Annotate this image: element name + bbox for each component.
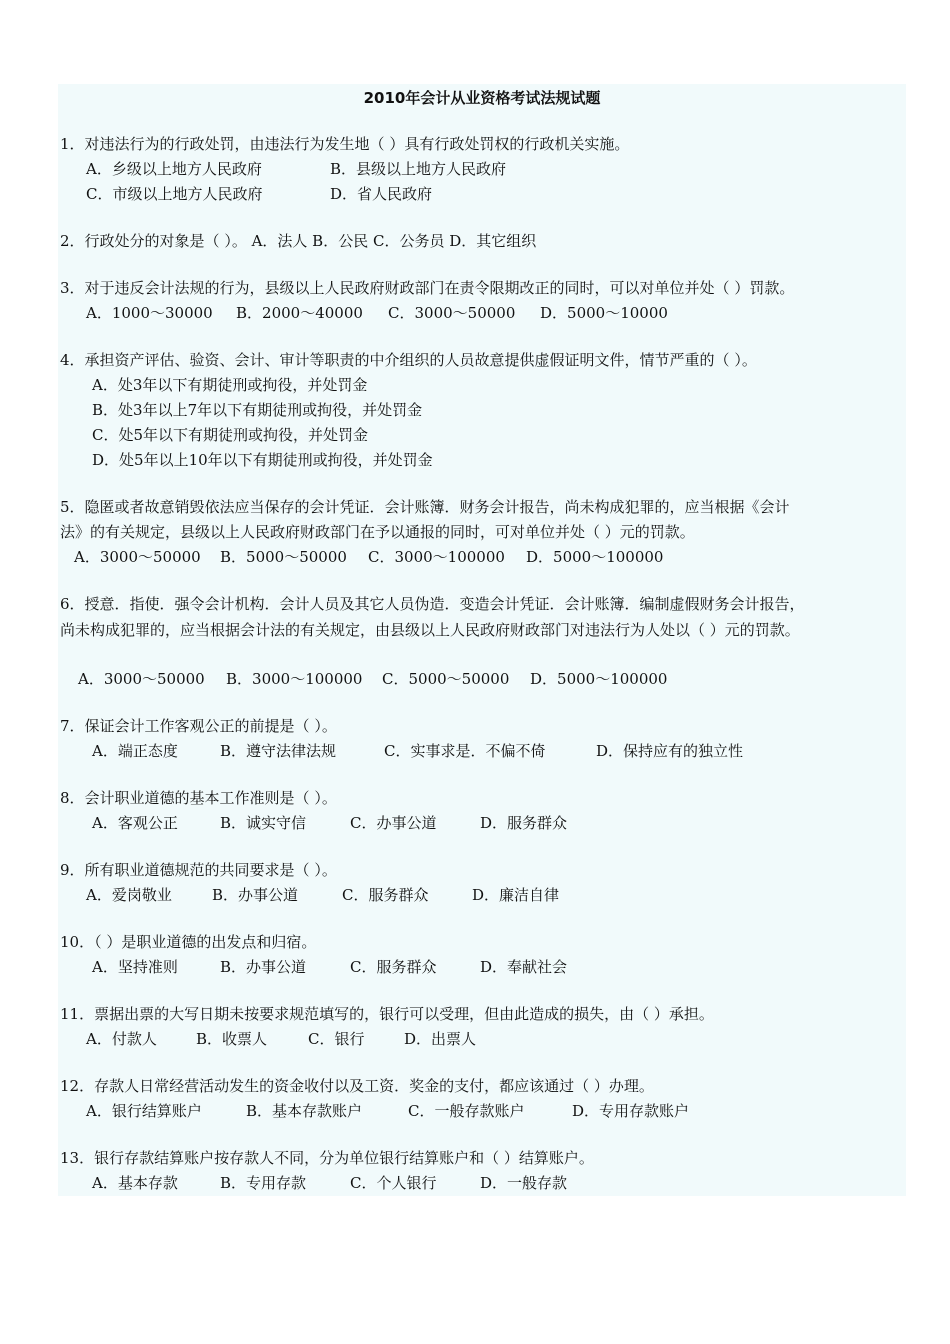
question-12-option-c: C．一般存款账户	[408, 1102, 525, 1120]
question-12-option-b: B．基本存款账户	[246, 1102, 363, 1120]
question-3-text: 3．对于违反会计法规的行为，县级以上人民政府财政部门在责令限期改正的同时，可以对单位并处（ ）罚款。	[60, 279, 795, 297]
question-11-option-d: D．出票人	[404, 1030, 477, 1048]
question-9-option-d: D．廉洁自律	[472, 886, 560, 904]
question-5-option-a: A．3000～50000	[74, 548, 201, 566]
question-9-text: 9．所有职业道德规范的共同要求是（ ）。	[60, 861, 337, 879]
question-8-option-c: C．办事公道	[350, 814, 437, 832]
question-11-text: 11．票据出票的大写日期未按要求规范填写的，银行可以受理，但由此造成的损失，由（ ）承担。	[60, 1005, 714, 1023]
question-10-option-d: D．奉献社会	[480, 958, 568, 976]
question-4-option-c: C．处5年以下有期徒刑或拘役，并处罚金	[92, 426, 369, 444]
question-5-text-line-2: 法》的有关规定，县级以上人民政府财政部门在予以通报的同时，可对单位并处（ ）元的罚款。	[60, 523, 695, 541]
question-1-text: 1．对违法行为的行政处罚，由违法行为发生地（ ）具有行政处罚权的行政机关实施。	[60, 135, 630, 153]
question-8-option-d: D．服务群众	[480, 814, 568, 832]
question-6-text-line-2: 尚未构成犯罪的，应当根据会计法的有关规定，由县级以上人民政府财政部门对违法行为人处以（ ）元的罚款。	[60, 621, 800, 639]
question-1-option-b: B．县级以上地方人民政府	[330, 160, 507, 178]
question-7-text: 7．保证会计工作客观公正的前提是（ ）。	[60, 717, 337, 735]
question-11-option-c: C．银行	[308, 1030, 365, 1048]
question-7-option-a: A．端正态度	[92, 742, 178, 760]
question-3-option-a: A．1000～30000	[86, 304, 213, 322]
question-11-option-b: B．收票人	[196, 1030, 268, 1048]
question-4-option-a: A．处3年以下有期徒刑或拘役，并处罚金	[92, 376, 368, 394]
question-6-option-d: D．5000～100000	[530, 670, 668, 688]
question-8-option-b: B．诚实守信	[220, 814, 307, 832]
question-9-option-a: A．爱岗敬业	[86, 886, 172, 904]
question-13-option-c: C．个人银行	[350, 1174, 437, 1192]
question-5-option-d: D．5000～100000	[526, 548, 664, 566]
question-12-text: 12．存款人日常经营活动发生的资金收付以及工资．奖金的支付，都应该通过（ ）办理。	[60, 1077, 654, 1095]
question-13-option-b: B．专用存款	[220, 1174, 307, 1192]
question-7-option-b: B．遵守法律法规	[220, 742, 337, 760]
question-4-option-d: D．处5年以上10年以下有期徒刑或拘役，并处罚金	[92, 451, 433, 469]
question-10-option-b: B．办事公道	[220, 958, 307, 976]
page-title: 2010年会计从业资格考试法规试题	[363, 89, 601, 107]
question-5-option-b: B．5000～50000	[220, 548, 347, 566]
question-6-option-a: A．3000～50000	[78, 670, 205, 688]
question-4-text: 4．承担资产评估、验资、会计、审计等职责的中介组织的人员故意提供虚假证明文件，情节严重的（ ）。	[60, 351, 757, 369]
question-10-option-c: C．服务群众	[350, 958, 437, 976]
question-5-text-line-1: 5．隐匿或者故意销毁依法应当保存的会计凭证．会计账簿．财务会计报告，尚未构成犯罪的，应当根据《会计	[60, 498, 790, 516]
question-7-option-d: D．保持应有的独立性	[596, 742, 744, 760]
question-5-option-c: C．3000～100000	[368, 548, 505, 566]
question-8-text: 8．会计职业道德的基本工作准则是（ ）。	[60, 789, 337, 807]
question-9-option-c: C．服务群众	[342, 886, 429, 904]
question-10-text: 10．（ ）是职业道德的出发点和归宿。	[60, 933, 317, 951]
question-13-text: 13．银行存款结算账户按存款人不同，分为单位银行结算账户和（ ）结算账户。	[60, 1149, 594, 1167]
question-9-option-b: B．办事公道	[212, 886, 299, 904]
question-2-text: 2．行政处分的对象是（ ）。 A．法人 B．公民 C．公务员 D．其它组织	[60, 232, 537, 250]
question-13-option-a: A．基本存款	[92, 1174, 178, 1192]
question-11-option-a: A．付款人	[86, 1030, 157, 1048]
question-1-option-d: D．省人民政府	[330, 185, 433, 203]
question-4-option-b: B．处3年以上7年以下有期徒刑或拘役，并处罚金	[92, 401, 423, 419]
question-6-option-b: B．3000～100000	[226, 670, 363, 688]
question-3-option-b: B．2000～40000	[236, 304, 363, 322]
question-1-option-a: A．乡级以上地方人民政府	[86, 160, 262, 178]
question-13-option-d: D．一般存款	[480, 1174, 568, 1192]
question-3-option-d: D．5000～10000	[540, 304, 668, 322]
question-12-option-a: A．银行结算账户	[86, 1102, 202, 1120]
question-3-option-c: C．3000～50000	[388, 304, 516, 322]
question-8-option-a: A．客观公正	[92, 814, 178, 832]
question-7-option-c: C．实事求是．不偏不倚	[384, 742, 546, 760]
question-1-option-c: C．市级以上地方人民政府	[86, 185, 263, 203]
question-12-option-d: D．专用存款账户	[572, 1102, 690, 1120]
question-6-text-line-1: 6．授意．指使．强令会计机构．会计人员及其它人员伪造．变造会计凭证．会计账簿．编制虚假财务会计报告，	[60, 595, 805, 613]
question-6-option-c: C．5000～50000	[382, 670, 510, 688]
question-10-option-a: A．坚持准则	[92, 958, 178, 976]
